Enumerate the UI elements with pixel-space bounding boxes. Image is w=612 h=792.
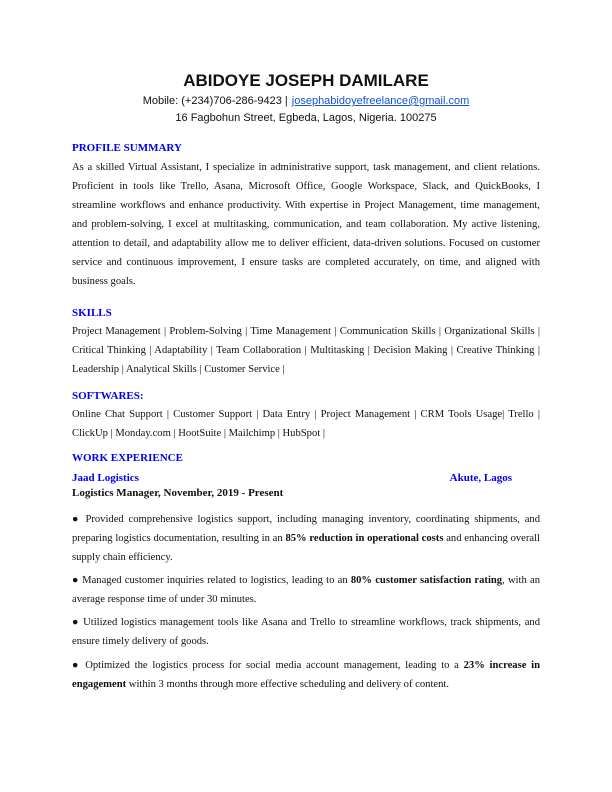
address: 16 Fagbohun Street, Egbeda, Lagos, Nigeria. 100275 [175, 112, 437, 124]
work-heading: WORK EXPERIENCE [72, 452, 183, 464]
bullet-text: ● Optimized the logistics process for social media account management, leading to a [72, 660, 464, 671]
bullet-text: ● Provided comprehensive logistics support, including managing inventory, coordinating shipments, and preparing logistics documentation, resulting in an [72, 514, 540, 544]
bullet-3 [72, 613, 540, 651]
bullet-4 [72, 656, 540, 694]
job-header [72, 472, 512, 484]
bullet-highlight: 85% reduction in operational costs [285, 533, 444, 544]
bullet-1 [72, 510, 540, 567]
contact-line [0, 95, 612, 107]
skills-heading: SKILLS [72, 307, 112, 319]
softwares-heading: SOFTWARES: [72, 390, 144, 402]
profile-heading: PROFILE SUMMARY [72, 142, 182, 154]
skills-text: Project Management | Problem-Solving | Time Management | Communication Skills | Organizational Skills | Critical Thinking | Adaptability | Team Collaboration | Multitasking | Decision Making | Creative Thinking | Leadership | Analytical Skills | Customer Service | [72, 326, 540, 375]
bullet-highlight: 80% customer satisfaction rating [350, 575, 503, 586]
company-name: Jaad Logistics [72, 472, 139, 484]
mobile-number: Mobile: (+234)706-286-9423 | [142, 95, 288, 107]
bullet-text: and enhancing overall supply chain efficiency. [72, 533, 540, 563]
bullet-text: within 3 months through more effective scheduling and delivery of content. [126, 679, 449, 690]
candidate-name: ABIDOYE JOSEPH DAMILARE [183, 71, 429, 90]
bullet-2 [72, 571, 540, 609]
profile-text: As a skilled Virtual Assistant, I specialize in administrative support, task management, and client relations. Proficient in tools like Trello, Asana, Microsoft Office, Google Workspace, Slack, and QuickBooks, I streamline workflows and enhance productivity. With expertise in Project Management, time management, and problem-solving, I excel at multitasking, communication, and team collaboration. My active listening, attention to detail, and adaptability allow me to deliver efficient, data-driven solutions. Focused on customer service and continuous improvement, I ensure tasks are completed accurately, on time, and aligned with business goals. [72, 162, 540, 287]
bullet-text: , with an average response time of under 30 minutes. [72, 575, 540, 605]
job-role: Logistics Manager, November, 2019 - Present [72, 487, 284, 499]
email-link[interactable]: josephabidoyefreelance@gmail.com [291, 95, 470, 107]
bullet-text: ● Utilized logistics management tools like Asana and Trello to streamline workflows, track shipments, and ensure timely delivery of goods. [72, 617, 540, 647]
bullet-highlight: 23% increase in engagement [72, 660, 540, 690]
job-location: Akute, Lagos [449, 472, 512, 484]
softwares-text: Online Chat Support | Customer Support | Data Entry | Project Management | CRM Tools Usage| Trello | ClickUp | Monday.com | HootSuite | Mailchimp | HubSpot | [72, 409, 540, 439]
bullet-text: ● Managed customer inquiries related to logistics, leading to an [72, 575, 351, 586]
